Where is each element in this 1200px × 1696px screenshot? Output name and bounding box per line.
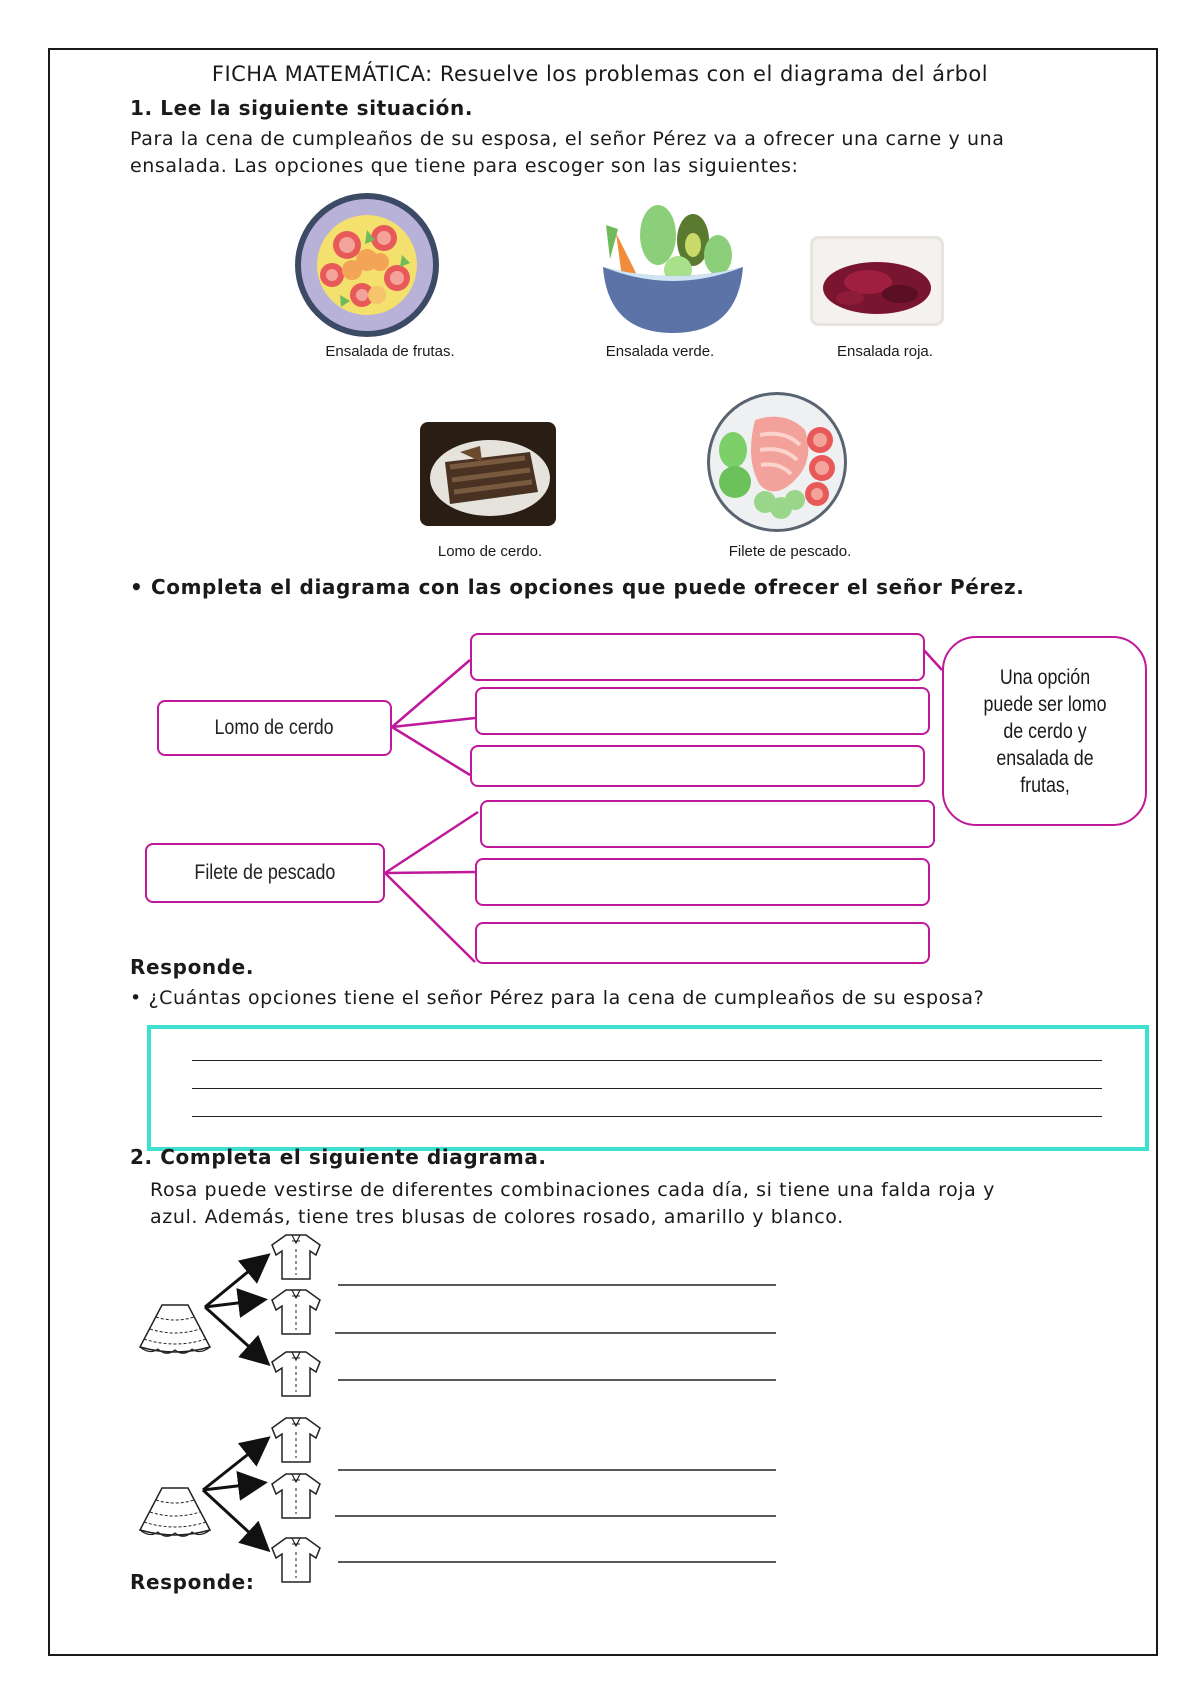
skirt-icon-1 — [140, 1305, 210, 1353]
responde-heading-2: Responde: — [130, 1570, 255, 1594]
blouse-icon-4 — [272, 1418, 320, 1462]
caption-filete: Filete de pescado. — [728, 543, 852, 560]
blouse-icon-5 — [272, 1474, 320, 1518]
caption-ensalada-frutas: Ensalada de frutas. — [325, 343, 455, 360]
tree-instruction: • Completa el diagrama con las opciones que puede ofrecer el señor Pérez. — [130, 575, 1025, 599]
responde-heading-1: Responde. — [130, 955, 255, 979]
section1-paragraph-line2: ensalada. Las opciones que tiene para escoger son las siguientes: — [130, 155, 799, 177]
skirt-icon-2 — [140, 1488, 210, 1536]
section2-paragraph-line2: azul. Además, tiene tres blusas de colores rosado, amarillo y blanco. — [150, 1206, 844, 1228]
caption-ensalada-verde: Ensalada verde. — [605, 343, 715, 360]
question-1: • ¿Cuántas opciones tiene el señor Pérez para la cena de cumpleaños de su esposa? — [130, 987, 985, 1009]
section1-paragraph-line1: Para la cena de cumpleaños de su esposa, el señor Pérez va a ofrecer una carne y una — [130, 128, 1005, 150]
tree-root-filete-label: Filete de pescado — [194, 861, 336, 884]
blouse-icon-6 — [272, 1538, 320, 1582]
section1-heading: 1. Lee la siguiente situación. — [130, 96, 474, 120]
blouse-icon-2 — [272, 1290, 320, 1334]
example-callout-text: Una opción puede ser lomo de cerdo y ensalada de frutas, — [982, 665, 1107, 797]
blouse-icon-3 — [272, 1352, 320, 1396]
section2-paragraph-line1: Rosa puede vestirse de diferentes combinaciones cada día, si tiene una falda roja y — [150, 1179, 995, 1201]
page-title: FICHA MATEMÁTICA: Resuelve los problemas con el diagrama del árbol — [211, 62, 989, 86]
caption-lomo: Lomo de cerdo. — [437, 543, 543, 560]
blouse-icon-1 — [272, 1235, 320, 1279]
tree-root-lomo-label: Lomo de cerdo — [214, 716, 335, 739]
caption-ensalada-roja: Ensalada roja. — [837, 343, 933, 360]
section2-heading: 2. Completa el siguiente diagrama. — [130, 1145, 547, 1169]
